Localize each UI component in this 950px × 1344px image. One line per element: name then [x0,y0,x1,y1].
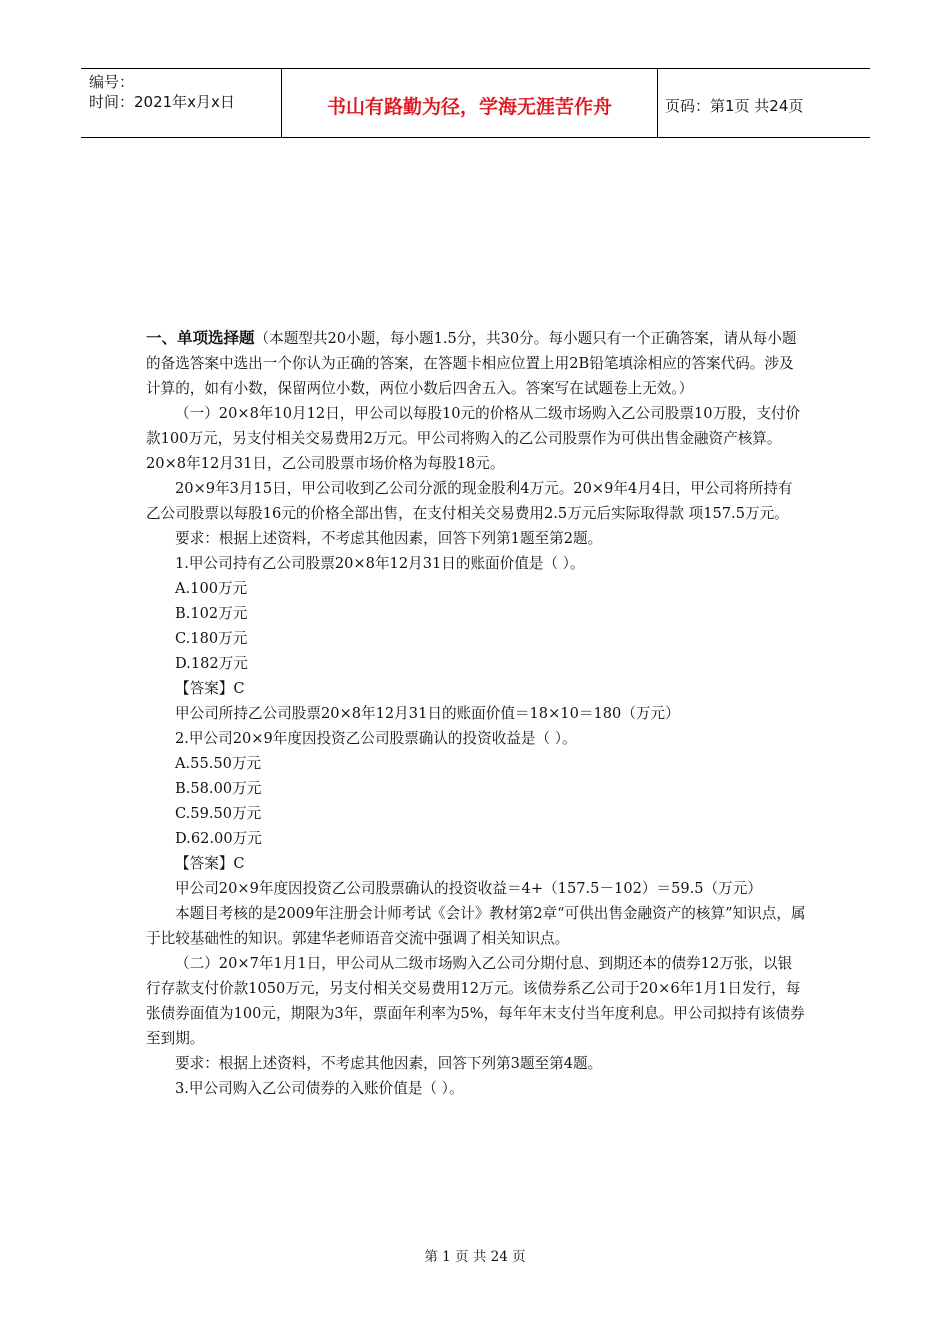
section-title: 一、单项选择题 [146,329,255,347]
paragraph: （二）20×7年1月1日，甲公司从二级市场购入乙公司分期付息、到期还本的债券12万张，以银行存款支付价款1050万元，另支付相关交易费用12万元。该债券系乙公司于20×6年1月1日发行，每张债券面值为100元，期限为3年，票面年利率为5%，每年年末支付当年度利息。甲公司拟持有该债券至到期。 [146,955,805,1047]
time-label: 时间：2021年x月x日 [89,93,235,111]
question-1: 1.甲公司持有乙公司股票20×8年12月31日的账面价值是（ ）。 [175,555,585,572]
option-b: B.102万元 [175,605,248,622]
option-b: B.58.00万元 [175,780,262,797]
answer: 【答案】C [175,680,245,697]
option-d: D.62.00万元 [175,830,262,847]
option-a: A.100万元 [175,580,248,597]
option-c: C.59.50万元 [175,805,262,822]
paragraph: 要求：根据上述资料，不考虑其他因素，回答下列第3题至第4题。 [175,1055,603,1072]
option-d: D.182万元 [175,655,248,672]
option-c: C.180万元 [175,630,248,647]
header-page-info: 页码：第1页 共24页 [665,96,804,115]
paragraph: （一）20×8年10月12日，甲公司以每股10元的价格从二级市场购入乙公司股票10万股，支付价款100万元，另支付相关交易费用2万元。甲公司将购入的乙公司股票作为可供出售金融资产核算。20×8年12月31日，乙公司股票市场价格为每股18元。 [146,405,801,472]
note: 本题目考核的是2009年注册会计师考试《会计》教材第2章“可供出售金融资产的核算”知识点，属于比较基础性的知识。郭建华老师语音交流中强调了相关知识点。 [146,905,806,947]
header-motto: 书山有路勤为径，学海无涯苦作舟 [282,69,658,137]
number-label: 编号： [89,73,135,91]
section-heading [146,326,806,401]
explanation: 甲公司20×9年度因投资乙公司股票确认的投资收益＝4+（157.5－102）＝59.5（万元） [175,880,762,897]
document-body [146,326,806,1101]
page-footer: 第 1 页 共 24 页 [424,1249,526,1265]
question-3: 3.甲公司购入乙公司债券的入账价值是（ ）。 [175,1080,464,1097]
paragraph: 20×9年3月15日，甲公司收到乙公司分派的现金股利4万元。20×9年4月4日，甲公司将所持有乙公司股票以每股16元的价格全部出售，在支付相关交易费用2.5万元后实际取得款 项157.5万元。 [146,480,793,522]
header-meta [81,69,282,137]
question-2: 2.甲公司20×9年度因投资乙公司股票确认的投资收益是（ ）。 [175,730,577,747]
document-header [81,68,870,138]
section-intro: （本题型共20小题，每小题1.5分，共30分。每小题只有一个正确答案，请从每小题的备选答案中选出一个你认为正确的答案，在答题卡相应位置上用2B铅笔填涂相应的答案代码。涉及计算的，如有小数，保留两位小数，两位小数后四舍五入。答案写在试题卷上无效。） [146,330,797,397]
option-a: A.55.50万元 [175,755,262,772]
paragraph: 要求：根据上述资料，不考虑其他因素，回答下列第1题至第2题。 [175,530,603,547]
explanation: 甲公司所持乙公司股票20×8年12月31日的账面价值＝18×10＝180（万元） [175,705,680,722]
answer: 【答案】C [175,855,245,872]
